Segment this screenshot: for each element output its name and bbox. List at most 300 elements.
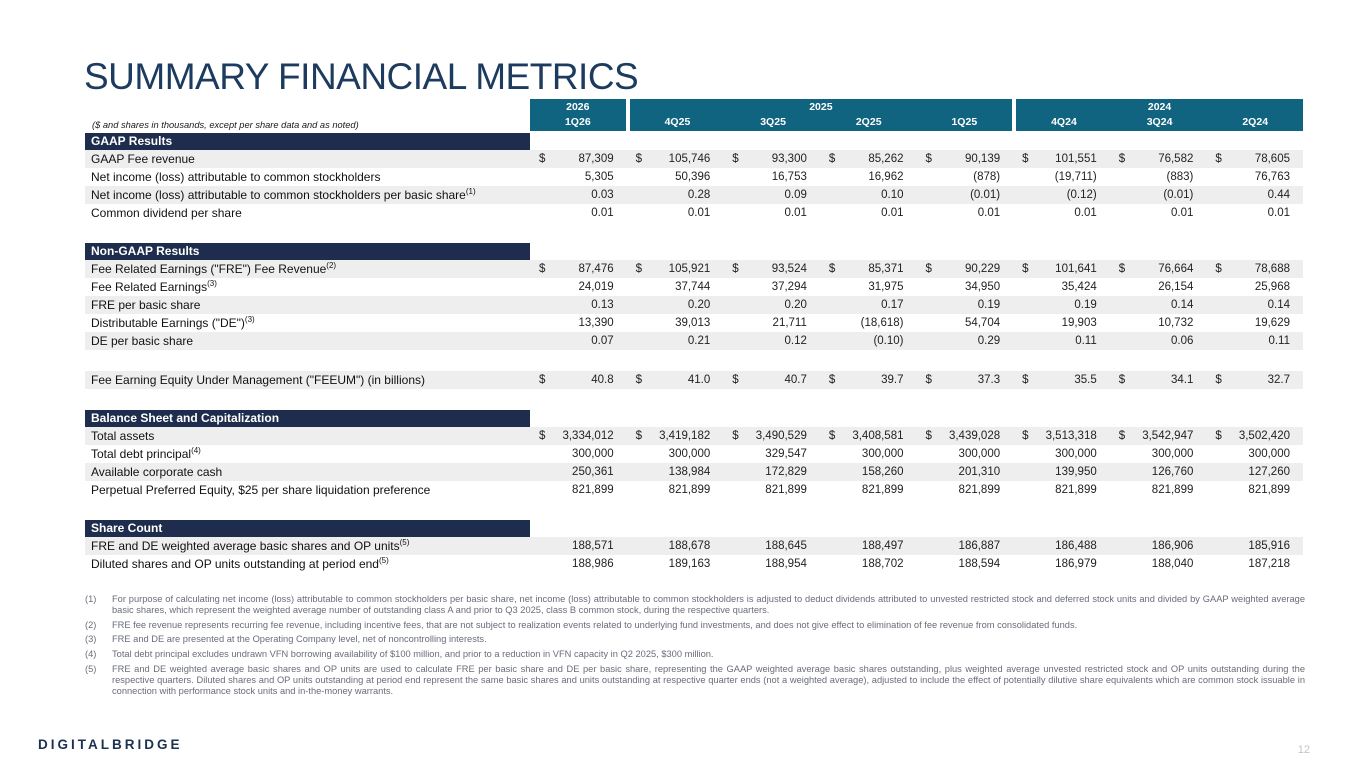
table-cell <box>820 466 917 478</box>
table-cell <box>1206 263 1303 275</box>
footnote-text: For purpose of calculating net income (loss) attributable to common stockholders per basic share, net income (loss) attributable to common stockholders is adjusted to deduct dividends attributed to unvested restricted stock and deferred stock units and divided by GAAP weighted average basic shares, which represent the weighted average number of outstanding class A and prior to Q3 2025, class B common stock, during the respective quarters. <box>112 594 1305 615</box>
row-label: DE per basic share <box>91 334 194 348</box>
cell-value: 3,334,012 <box>562 430 614 442</box>
cell-value: 188,702 <box>861 558 904 570</box>
table-cell <box>1206 466 1303 478</box>
table-cell <box>723 374 820 386</box>
dollar-sign: $ <box>1022 430 1029 442</box>
table-cell <box>820 263 917 275</box>
cell-value: 0.14 <box>1170 299 1194 311</box>
table-cell <box>1110 558 1207 570</box>
row-label: FRE and DE weighted average basic shares and OP units$^{(5)}$ <box>91 538 410 553</box>
cell-value: 0.21 <box>687 335 711 347</box>
dollar-sign: $ <box>539 430 546 442</box>
cell-value: 188,986 <box>572 558 614 570</box>
cell-value: 300,000 <box>572 448 614 460</box>
cell-value: 32.7 <box>1267 374 1290 386</box>
cell-value: 101,551 <box>1055 153 1097 165</box>
table-cell <box>1110 207 1207 219</box>
cell-value: 821,899 <box>1055 484 1097 496</box>
quarter-label: 1Q25 <box>951 116 978 128</box>
table-cell <box>1013 207 1110 219</box>
cell-value: 85,262 <box>868 153 904 165</box>
footnote-number: (4) <box>85 649 97 660</box>
table-row <box>85 537 1303 555</box>
cell-value: 87,309 <box>578 153 614 165</box>
table-cell <box>1206 335 1303 347</box>
cell-value: 34.1 <box>1170 374 1194 386</box>
cell-value: (19,711) <box>1054 171 1097 183</box>
row-label: Fee Earning Equity Under Management ("FEEUM") (in billions) <box>91 373 425 387</box>
cell-value: 0.01 <box>1170 207 1194 219</box>
table-cell <box>1013 189 1110 201</box>
cell-value: 0.44 <box>1267 189 1290 201</box>
table-cell <box>820 281 917 293</box>
table-cell <box>627 171 724 183</box>
dollar-sign: $ <box>1215 374 1222 386</box>
dollar-sign: $ <box>828 153 836 165</box>
table-row <box>85 481 1303 499</box>
cell-value: 250,361 <box>572 466 614 478</box>
cell-value: 821,899 <box>958 484 1001 496</box>
cell-value: 821,899 <box>668 484 711 496</box>
table-cell <box>530 430 627 442</box>
cell-value: 0.06 <box>1170 335 1194 347</box>
cell-value: 37,294 <box>771 281 807 293</box>
table-section <box>85 520 1303 573</box>
footnote-text: FRE and DE are presented at the Operating Company level, net of noncontrolling interests. <box>112 634 487 645</box>
table-cell <box>917 335 1014 347</box>
table-cell <box>820 299 917 311</box>
dollar-sign: $ <box>635 374 643 386</box>
cell-value: 3,490,529 <box>755 430 807 442</box>
table-cell <box>820 484 917 496</box>
row-label: Total debt principal$^{(4)}$ <box>91 446 201 461</box>
dollar-sign: $ <box>1215 430 1222 442</box>
cell-value: 0.11 <box>1268 335 1290 347</box>
table-cell <box>1110 335 1207 347</box>
table-cell <box>820 374 917 386</box>
quarter-row <box>630 114 1013 131</box>
cell-value: 0.14 <box>1267 299 1290 311</box>
cell-value: 78,688 <box>1254 263 1290 275</box>
footnote-text: Total debt principal excludes undrawn VFN borrowing availability of $100 million, and prior to a reduction in VFN capacity in Q2 2025, $300 million. <box>112 649 714 660</box>
dollar-sign: $ <box>1118 430 1126 442</box>
quarter-label: 1Q26 <box>564 116 591 128</box>
footnote-number: (3) <box>85 634 97 645</box>
dollar-sign: $ <box>635 153 643 165</box>
table-cell <box>530 281 627 293</box>
table-cell <box>1110 484 1207 496</box>
dollar-sign: $ <box>539 153 546 165</box>
units-note: ($ and shares in thousands, except per share data and as noted) <box>92 120 359 130</box>
dollar-sign: $ <box>1118 263 1126 275</box>
cell-value: 0.10 <box>881 189 904 201</box>
table-cell <box>820 153 917 165</box>
table-cell <box>1110 171 1207 183</box>
cell-value: 37,744 <box>675 281 711 293</box>
cell-value: 186,887 <box>958 540 1001 552</box>
cell-value: 187,218 <box>1248 558 1290 570</box>
table-cell <box>1110 448 1207 460</box>
cell-value: 138,984 <box>668 466 711 478</box>
row-label: Perpetual Preferred Equity, $25 per share liquidation preference <box>91 483 431 497</box>
table-cell <box>1013 153 1110 165</box>
dollar-sign: $ <box>1118 374 1126 386</box>
cell-value: 54,704 <box>964 317 1001 329</box>
cell-value: 300,000 <box>958 448 1001 460</box>
dollar-sign: $ <box>1215 153 1222 165</box>
table-cell <box>917 281 1014 293</box>
table-cell <box>530 263 627 275</box>
cell-value: 0.01 <box>977 207 1001 219</box>
table-cell <box>1206 317 1303 329</box>
cell-value: 0.01 <box>784 207 807 219</box>
cell-value: 300,000 <box>1151 448 1194 460</box>
table-cell <box>1206 189 1303 201</box>
table-cell <box>627 448 724 460</box>
cell-value: 0.20 <box>784 299 807 311</box>
dollar-sign: $ <box>732 263 739 275</box>
table-cell <box>1206 540 1303 552</box>
dollar-sign: $ <box>635 430 643 442</box>
cell-value: 126,760 <box>1151 466 1194 478</box>
cell-value: 821,899 <box>765 484 807 496</box>
cell-value: 188,571 <box>572 540 614 552</box>
cell-value: 821,899 <box>861 484 904 496</box>
table-cell <box>1110 430 1207 442</box>
cell-value: 76,582 <box>1158 153 1194 165</box>
dollar-sign: $ <box>539 374 546 386</box>
table-cell <box>530 335 627 347</box>
cell-value: 185,916 <box>1248 540 1290 552</box>
table-cell <box>820 430 917 442</box>
table-cell <box>820 540 917 552</box>
table-cell <box>530 189 627 201</box>
table-row <box>85 314 1303 332</box>
table-cell <box>1110 189 1207 201</box>
cell-value: (883) <box>1166 171 1194 183</box>
cell-value: 85,371 <box>868 263 904 275</box>
table-cell <box>1110 263 1207 275</box>
table-cell <box>917 189 1014 201</box>
table-cell <box>1110 281 1207 293</box>
table-row <box>85 463 1303 481</box>
footnote-text: FRE fee revenue represents recurring fee revenue, including incentive fees, that are not subject to realization events related to underlying fund investments, and does not give effect to elimination of fee revenue from consolidated funds. <box>112 619 1078 630</box>
table-cell <box>1206 171 1303 183</box>
cell-value: 10,732 <box>1158 317 1194 329</box>
cell-value: 0.01 <box>1074 207 1097 219</box>
table-cell <box>530 540 627 552</box>
table-cell <box>917 484 1014 496</box>
cell-value: 3,502,420 <box>1238 430 1290 442</box>
table-cell <box>1013 374 1110 386</box>
table-cell <box>917 317 1014 329</box>
cell-value: 105,746 <box>668 153 711 165</box>
row-label: Common dividend per share <box>91 206 242 220</box>
table-cell <box>627 430 724 442</box>
quarter-row <box>530 114 626 131</box>
cell-value: 76,763 <box>1254 171 1290 183</box>
cell-value: 3,408,581 <box>852 430 904 442</box>
digitalbridge-logo: DIGITALBRIDGE <box>38 737 183 752</box>
dollar-sign: $ <box>539 263 546 275</box>
table-cell <box>1206 299 1303 311</box>
table-cell <box>530 448 627 460</box>
year-group <box>1016 99 1303 131</box>
table-cell <box>530 153 627 165</box>
table-row <box>85 168 1303 186</box>
cell-value: 0.28 <box>687 189 711 201</box>
cell-value: 0.20 <box>687 299 711 311</box>
dollar-sign: $ <box>732 430 739 442</box>
table-cell <box>1013 448 1110 460</box>
table-cell <box>1013 171 1110 183</box>
dollar-sign: $ <box>1215 263 1222 275</box>
cell-value: (878) <box>973 171 1001 183</box>
dollar-sign: $ <box>828 374 836 386</box>
footnote-number: (5) <box>85 663 97 674</box>
cell-value: 0.07 <box>591 335 614 347</box>
table-cell <box>627 540 724 552</box>
cell-value: 0.13 <box>591 299 614 311</box>
table-cell <box>723 171 820 183</box>
table-cell <box>820 207 917 219</box>
row-label: Diluted shares and OP units outstanding at period end$^{(5)}$ <box>91 556 389 571</box>
cell-value: 0.17 <box>881 299 904 311</box>
table-row <box>85 150 1303 168</box>
table-row <box>85 260 1303 278</box>
table-cell <box>1013 558 1110 570</box>
row-label: Fee Related Earnings$^{(3)}$ <box>91 279 217 294</box>
cell-value: 93,524 <box>771 263 807 275</box>
dollar-sign: $ <box>925 263 932 275</box>
table-cell <box>723 466 820 478</box>
dollar-sign: $ <box>925 153 932 165</box>
cell-value: 19,629 <box>1254 317 1290 329</box>
table-cell <box>627 466 724 478</box>
cell-value: 201,310 <box>958 466 1001 478</box>
table-cell <box>917 299 1014 311</box>
table-cell <box>1013 281 1110 293</box>
quarter-label: 3Q25 <box>760 116 786 128</box>
footnote <box>85 634 1305 645</box>
cell-value: 87,476 <box>578 263 614 275</box>
table-cell <box>1206 558 1303 570</box>
cell-value: 5,305 <box>584 171 614 183</box>
cell-value: 16,753 <box>771 171 807 183</box>
table-cell <box>530 466 627 478</box>
cell-value: 13,390 <box>578 317 614 329</box>
table-cell <box>1013 540 1110 552</box>
cell-value: 0.09 <box>784 189 807 201</box>
table-row <box>85 186 1303 204</box>
dollar-sign: $ <box>925 430 932 442</box>
cell-value: 188,645 <box>765 540 807 552</box>
table-cell <box>723 484 820 496</box>
table-cell <box>917 448 1014 460</box>
table-row <box>85 296 1303 314</box>
cell-value: 158,260 <box>861 466 904 478</box>
table-row <box>85 278 1303 296</box>
table-cell <box>1206 153 1303 165</box>
quarter-label: 3Q24 <box>1146 116 1173 128</box>
cell-value: 37.3 <box>977 374 1001 386</box>
row-label: Available corporate cash <box>91 465 223 479</box>
row-label: Net income (loss) attributable to common stockholders per basic share$^{(1)}$ <box>91 187 476 202</box>
footnotes <box>85 594 1305 700</box>
table-cell <box>1206 207 1303 219</box>
cell-value: 189,163 <box>668 558 711 570</box>
table-cell <box>723 430 820 442</box>
cell-value: 300,000 <box>668 448 711 460</box>
footnote-text: FRE and DE weighted average basic shares and OP units are used to calculate FRE per basic share and DE per basic share, representing the GAAP weighted average basic shares outstanding, plus weighted average unvested restricted stock and OP units outstanding during the respective quarters. Diluted shares and OP units outstanding at period end represent the same basic shares and units outstanding at respective quarter ends (not a weighted average), adjusted to include the effect of potentially dilutive share equivalents which are common stock issuable in connection with performance stock units and in-the-money warrants. <box>112 663 1305 696</box>
page-title: SUMMARY FINANCIAL METRICS <box>84 56 639 97</box>
table-cell <box>917 263 1014 275</box>
table-cell <box>723 540 820 552</box>
table-cell <box>1013 263 1110 275</box>
year-label: 2025 <box>809 101 833 113</box>
quarter-label: 2Q25 <box>855 116 882 128</box>
table-cell <box>530 171 627 183</box>
cell-value: (0.12) <box>1066 189 1097 201</box>
cell-value: 0.01 <box>881 207 904 219</box>
table-cell <box>917 207 1014 219</box>
cell-value: 19,903 <box>1061 317 1097 329</box>
table-cell <box>627 299 724 311</box>
table-cell <box>917 540 1014 552</box>
cell-value: 105,921 <box>668 263 711 275</box>
cell-value: 300,000 <box>1248 448 1290 460</box>
dollar-sign: $ <box>828 263 836 275</box>
footnote-number: (2) <box>85 619 97 630</box>
table-row <box>85 332 1303 350</box>
cell-value: 127,260 <box>1248 466 1290 478</box>
cell-value: 41.0 <box>687 374 711 386</box>
cell-value: 31,975 <box>868 281 904 293</box>
cell-value: 0.03 <box>591 189 614 201</box>
cell-value: 0.01 <box>687 207 711 219</box>
cell-value: 0.01 <box>1267 207 1290 219</box>
table-cell <box>627 281 724 293</box>
table-cell <box>917 374 1014 386</box>
cell-value: 24,019 <box>578 281 614 293</box>
table-row <box>85 555 1303 573</box>
cell-value: 90,139 <box>964 153 1001 165</box>
cell-value: 0.19 <box>1074 299 1097 311</box>
cell-value: 300,000 <box>1055 448 1097 460</box>
cell-value: 78,605 <box>1254 153 1290 165</box>
table-cell <box>820 171 917 183</box>
table-cell <box>917 153 1014 165</box>
footnote <box>85 594 1305 616</box>
cell-value: 90,229 <box>964 263 1001 275</box>
table-cell <box>530 207 627 219</box>
footnote-number: (1) <box>85 594 97 604</box>
cell-value: 186,979 <box>1055 558 1097 570</box>
cell-value: 39.7 <box>881 374 904 386</box>
table-cell <box>627 317 724 329</box>
table-cell <box>723 299 820 311</box>
cell-value: 821,899 <box>1248 484 1290 496</box>
row-label: GAAP Fee revenue <box>91 152 195 166</box>
table-cell <box>1013 335 1110 347</box>
table-cell <box>1013 466 1110 478</box>
table-cell <box>627 484 724 496</box>
year-label: 2026 <box>566 101 590 113</box>
year-label: 2024 <box>1147 101 1172 113</box>
cell-value: 186,906 <box>1151 540 1194 552</box>
cell-value: 25,968 <box>1254 281 1290 293</box>
year-group <box>530 99 626 131</box>
table-cell <box>1206 448 1303 460</box>
table-body <box>85 133 1303 573</box>
table-row <box>85 371 1303 389</box>
table-section <box>85 133 1303 222</box>
cell-value: 21,711 <box>772 317 807 329</box>
table-cell <box>723 558 820 570</box>
cell-value: 39,013 <box>675 317 711 329</box>
table-cell <box>820 448 917 460</box>
dollar-sign: $ <box>732 153 739 165</box>
dollar-sign: $ <box>1022 153 1029 165</box>
footnote <box>85 664 1305 696</box>
cell-value: 300,000 <box>861 448 904 460</box>
table-cell <box>917 466 1014 478</box>
dollar-sign: $ <box>732 374 739 386</box>
header-label-spacer <box>85 99 530 131</box>
dollar-sign: $ <box>828 430 836 442</box>
table-cell <box>1110 466 1207 478</box>
table-cell <box>723 335 820 347</box>
table-cell <box>820 558 917 570</box>
dollar-sign: $ <box>1022 263 1029 275</box>
table-cell <box>1013 484 1110 496</box>
table-cell <box>530 374 627 386</box>
dollar-sign: $ <box>635 263 643 275</box>
dollar-sign: $ <box>1022 374 1029 386</box>
table-cell <box>1110 153 1207 165</box>
dollar-sign: $ <box>925 374 932 386</box>
cell-value: 821,899 <box>1151 484 1194 496</box>
table-cell <box>627 153 724 165</box>
row-label: FRE per basic share <box>91 298 201 312</box>
cell-value: 188,497 <box>861 540 904 552</box>
table-cell <box>917 171 1014 183</box>
section-header: GAAP Results <box>85 133 530 150</box>
table-cell <box>1013 317 1110 329</box>
table-cell <box>1110 540 1207 552</box>
cell-value: 172,829 <box>765 466 807 478</box>
table-cell <box>627 335 724 347</box>
row-label: Fee Related Earnings ("FRE") Fee Revenue$^{(2)}$ <box>91 261 337 276</box>
cell-value: 101,641 <box>1055 263 1097 275</box>
section-header: Non-GAAP Results <box>85 243 530 260</box>
cell-value: 0.29 <box>977 335 1001 347</box>
table-cell <box>1110 374 1207 386</box>
row-label: Distributable Earnings ("DE")$^{(3)}$ <box>91 315 255 330</box>
cell-value: 26,154 <box>1158 281 1194 293</box>
cell-value: 16,962 <box>868 171 904 183</box>
table-cell <box>917 430 1014 442</box>
cell-value: 50,396 <box>675 171 711 183</box>
cell-value: 139,950 <box>1055 466 1097 478</box>
table-cell <box>530 299 627 311</box>
table-header <box>85 99 1303 131</box>
cell-value: 3,542,947 <box>1142 430 1194 442</box>
row-label: Net income (loss) attributable to common stockholders <box>91 170 381 184</box>
cell-value: 93,300 <box>771 153 807 165</box>
